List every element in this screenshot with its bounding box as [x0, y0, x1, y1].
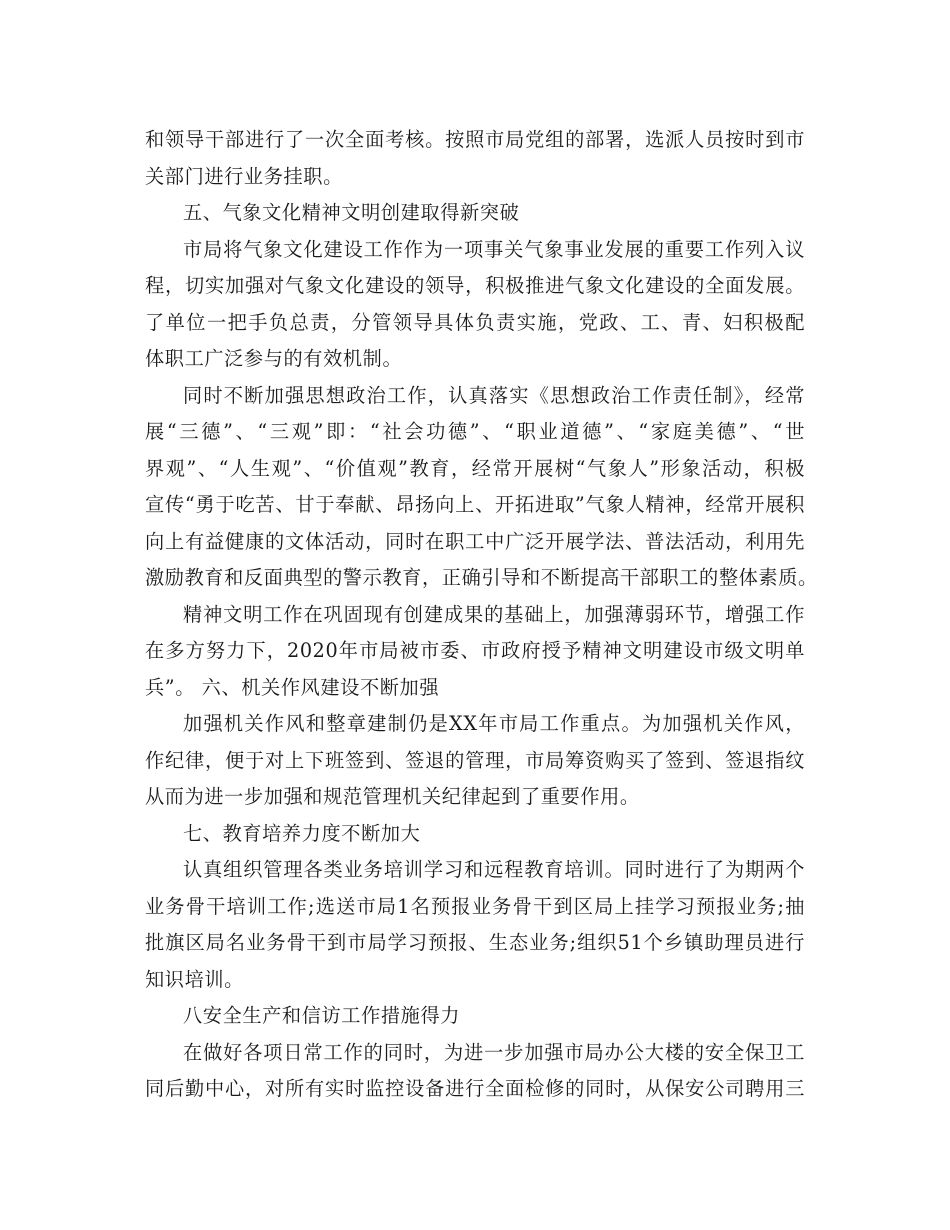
text-line: 程，切实加强对气象文化建设的领导，积极推进气象文化建设的全面发展。 [145, 274, 805, 297]
section-heading: 七、教育培养力度不断加大 [183, 821, 421, 845]
text-line: 展“三德”、“三观”即：“社会功德”、“职业道德”、“家庭美德”、“世 [145, 420, 805, 443]
text-line: 同后勤中心，对所有实时监控设备进行全面检修的同时，从保安公司聘用三 [145, 1077, 805, 1100]
text-line: 了单位一把手负总责，分管领导具体负责实施，党政、工、青、妇积极配 [145, 310, 805, 334]
text-line: 从而为进一步加强和规范管理机关纪律起到了重要作用。 [145, 785, 640, 808]
text-line: 市局将气象文化建设工作作为一项事关气象事业发展的重要工作列入议 [183, 237, 805, 261]
text-line: 知识培训。 [145, 967, 244, 991]
text-line: 关部门进行业务挂职。 [145, 164, 343, 188]
text-line: 体职工广泛参与的有效机制。 [145, 347, 403, 370]
text-line: 宣传“勇于吃苦、甘于奉献、昂扬向上、开拓进取”气象人精神，经常开展积 [145, 493, 805, 516]
document-body [145, 122, 818, 1108]
text-line: 加强机关作风和整章建制仍是XX年市局工作重点。为加强机关作风， [183, 712, 805, 735]
text-line: 激励教育和反面典型的警示教育，正确引导和不断提高干部职工的整体素质。 [145, 566, 818, 589]
text-line: 和领导干部进行了一次全面考核。按照市局党组的部署，选派人员按时到市 [145, 128, 805, 151]
section-heading: 五、气象文化精神文明创建取得新突破 [183, 201, 520, 224]
text-line: 业务骨干培训工作;选送市局1名预报业务骨干到区局上挂学习预报业务;抽 [145, 894, 805, 918]
text-line: 向上有益健康的文体活动，同时在职工中广泛开展学法、普法活动，利用先 [145, 529, 805, 553]
text-line: 同时不断加强思想政治工作，认真落实《思想政治工作责任制》，经常 [183, 383, 805, 407]
section-heading: 八安全生产和信访工作措施得力 [183, 1004, 461, 1027]
text-line: 精神文明工作在巩固现有创建成果的基础上，加强薄弱环节，增强工作 [183, 602, 805, 626]
text-line: 批旗区局名业务骨干到市局学习预报、生态业务;组织51个乡镇助理员进行 [145, 931, 805, 954]
text-line: 作纪律，便于对上下班签到、签退的管理，市局筹资购买了签到、签退指纹 [145, 748, 805, 772]
text-line: 兵”。 六、机关作风建设不断加强 [145, 675, 440, 699]
text-line: 在多方努力下，2020年市局被市委、市政府授予精神文明建设市级文明单 [145, 639, 805, 662]
text-line: 认真组织管理各类业务培训学习和远程教育培训。同时进行了为期两个 [183, 858, 805, 881]
text-line: 在做好各项日常工作的同时，为进一步加强市局办公大楼的安全保卫工 [183, 1040, 805, 1064]
text-line: 界观”、“人生观”、“价值观”教育，经常开展树“气象人”形象活动，积极 [145, 456, 805, 480]
